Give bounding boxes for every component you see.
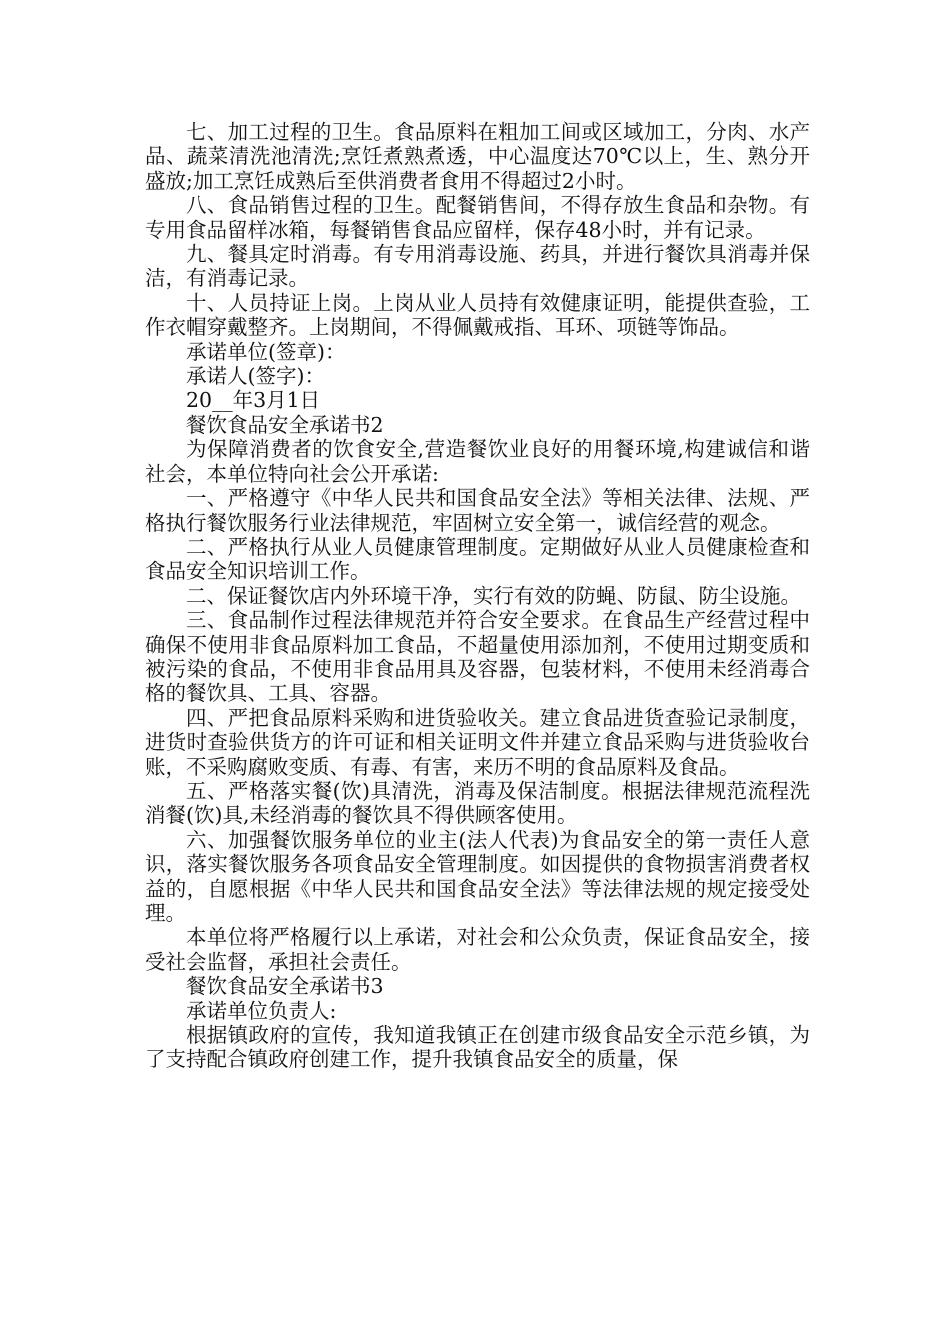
paragraph-item-1: 一、严格遵守《中华人民共和国食品安全法》等相关法律、法规、严格执行餐饮服务行业法律规范，牢固树立安全第一，诚信经营的观念。 (145, 486, 810, 535)
paragraph-item-6: 六、加强餐饮服务单位的业主(法人代表)为食品安全的第一责任人意识，落实餐饮服务各项食品安全管理制度。如因提供的食物损害消费者权益的，自愿根据《中华人民共和国食品安全法》等法律法规的规定接受处理。 (145, 827, 810, 925)
paragraph-item-3: 三、食品制作过程法律规范并符合安全要求。在食品生产经营过程中确保不使用非食品原料加工食品，不超量使用添加剂，不使用过期变质和被污染的食品，不使用非食品用具及容器，包装材料，不使用未经消毒合格的餐饮具、工具、容器。 (145, 608, 810, 706)
paragraph-item-2b: 二、保证餐饮店内外环境干净，实行有效的防蝇、防鼠、防尘设施。 (186, 583, 801, 608)
paragraph-clause-9: 九、餐具定时消毒。有专用消毒设施、药具，并进行餐饮具消毒并保洁，有消毒记录。 (145, 242, 810, 291)
paragraph-item-2: 二、严格执行从业人员健康管理制度。定期做好从业人员健康检查和食品安全知识培训工作。 (145, 534, 810, 584)
paragraph-item-4: 四、严把食品原料采购和进货验收关。建立食品进货查验记录制度，进货时查验供货方的许可证和相关证明文件并建立食品采购与进货验收台账，不采购腐败变质、有毒、有害，来历不明的食品原料及食品。 (145, 705, 810, 779)
document-body (145, 120, 810, 1072)
paragraph-item-5: 五、严格落实餐(饮)具清洗，消毒及保洁制度。根据法律规范流程洗消餐(饮)具,未经消毒的餐饮具不得供顾客使用。 (145, 778, 810, 828)
paragraph-clause-7: 七、加工过程的卫生。食品原料在粗加工间或区域加工，分肉、水产品、蔬菜清洗池清洗;烹饪煮熟煮透，中心温度达70℃以上，生、熟分开盛放;加工烹饪成熟后至供消费者食用不得超过2小时。 (145, 120, 810, 193)
section-title-2: 餐饮食品安全承诺书2 (186, 412, 384, 437)
signature-person-line: 承诺人(签字)： (186, 364, 325, 389)
paragraph-intro-3: 根据镇政府的宣传，我知道我镇正在创建市级食品安全示范乡镇，为了支持配合镇政府创建工作，提升我镇食品安全的质量，保 (145, 1023, 810, 1072)
paragraph-clause-10: 十、人员持证上岗。上岗从业人员持有效健康证明，能提供查验，工作衣帽穿戴整齐。上岗期间，不得佩戴戒指、耳环、项链等饰品。 (145, 290, 810, 340)
date-line: 20__年3月1日 (186, 388, 321, 413)
responsible-person-line: 承诺单位负责人: (186, 998, 337, 1023)
signature-unit-line: 承诺单位(签章)： (186, 339, 346, 364)
section-title-3: 餐饮食品安全承诺书3 (186, 974, 384, 999)
paragraph-clause-8: 八、食品销售过程的卫生。配餐销售间，不得存放生食品和杂物。有专用食品留样冰箱，每餐销售食品应留样，保存48小时，并有记录。 (145, 193, 810, 242)
paragraph-intro-2: 为保障消费者的饮食安全,营造餐饮业良好的用餐环境,构建诚信和谐社会，本单位特向社会公开承诺: (145, 437, 810, 486)
paragraph-closing-2: 本单位将严格履行以上承诺，对社会和公众负责，保证食品安全，接受社会监督，承担社会责任。 (145, 925, 810, 974)
